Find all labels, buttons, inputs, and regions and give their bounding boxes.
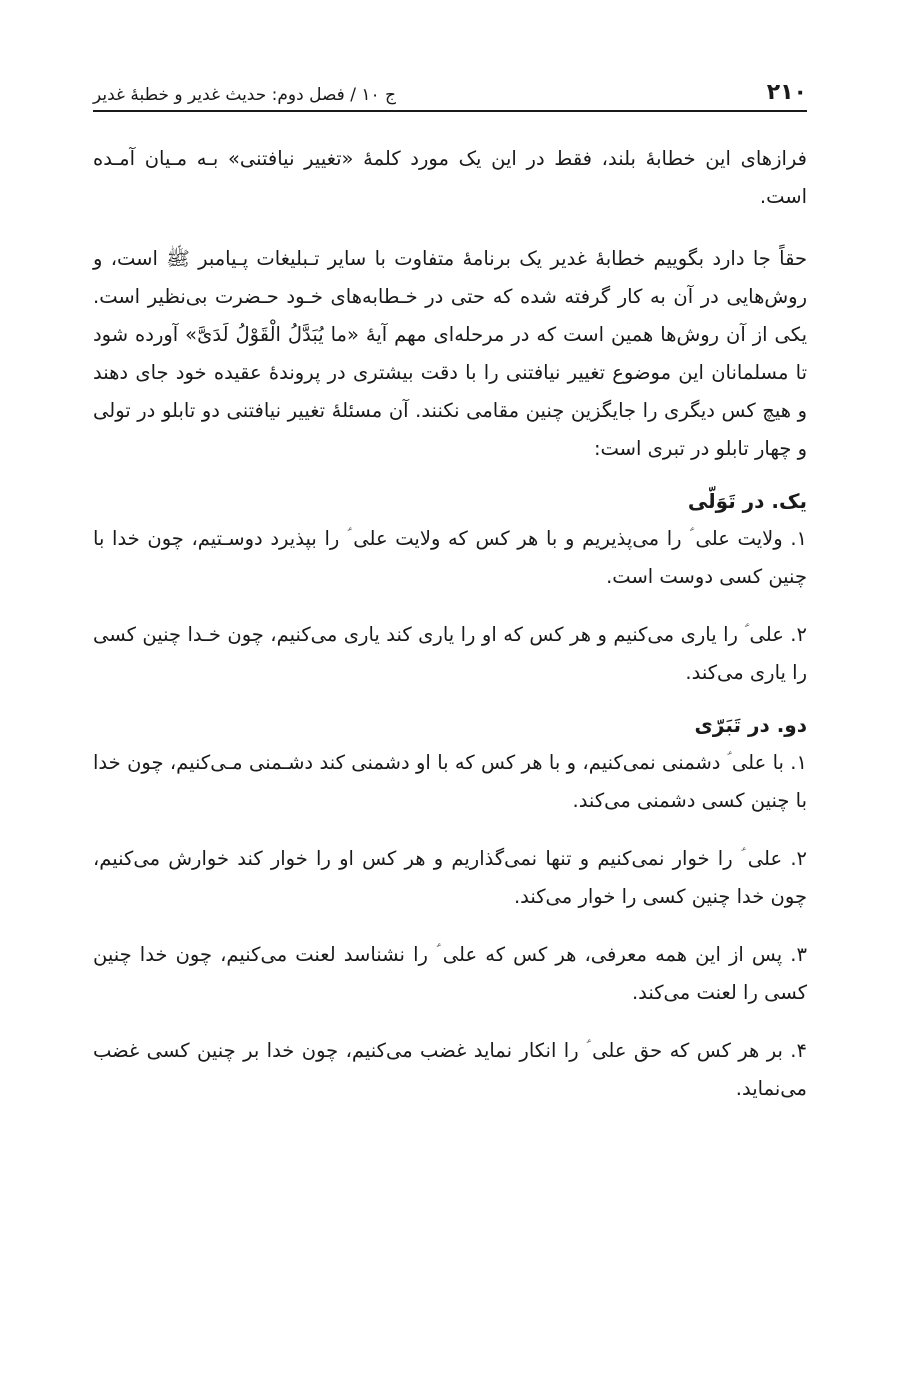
tabarri-item-2: ۲. علی ؑ را خوار نمی‌کنیم و تنها نمی‌گذاریم و هر کس او را خوار کند خوارش می‌کنیم، چون خدا چنین کسی را خوار می‌کند. (93, 847, 807, 908)
section-tabarri (93, 706, 807, 1108)
main-paragraph: حقاً جا دارد بگوییم خطابهٔ غدیر یک برنامهٔ متفاوت با سایر تـبلیغات پـیامبر ﷺ است، و روش‌هایی در آن به کار گرفته شده که حتی در خـطابه‌های خـود حـضرت بی‌نظیر است. یکی از آن روش‌ها همین است که در مرحله‌ای مهم آیهٔ «ما یُبَدَّلُ الْقَوْلُ لَدَیَّ» آورده شود تا مسلمانان این موضوع تغییر نیافتنی را با دقت بیشتری در پروندهٔ عقیده خود جای دهند و هیچ کس دیگری را جایگزین چنین مقامی نکنند. آن مسئلهٔ تغییر نیافتنی دو تابلو در تولی و چهار تابلو در تبری است: (93, 247, 807, 460)
intro-paragraph: فرازهای این خطابهٔ بلند، فقط در این یک مورد کلمهٔ «تغییر نیافتنی» بـه مـیان آمـده است. (93, 147, 807, 208)
running-title: ج ۱۰ / فصل دوم: حدیث غدیر و خطبهٔ غدیر (93, 85, 397, 105)
tawalli-item-1: ۱. ولایت علی ؑ را می‌پذیریم و با هر کس که ولایت علی ؑ را بپذیرد دوسـتیم، چون خدا با چنین کسی دوست است. (93, 527, 807, 588)
tabarri-item-1: ۱. با علی ؑ دشمنی نمی‌کنیم، و با هر کس که با او دشمنی کند دشـمنی مـی‌کنیم، چون خدا با چنین کسی دشمنی می‌کند. (93, 751, 807, 812)
tabarri-item-4: ۴. بر هر کس که حق علی ؑ را انکار نماید غضب می‌کنیم، چون خدا بر چنین کسی غضب می‌نماید. (93, 1039, 807, 1100)
section-heading-tabarri: دو. در تَبَرّی (694, 713, 807, 737)
page-header (93, 60, 807, 112)
tawalli-item-2: ۲. علی ؑ را یاری می‌کنیم و هر کس که او را یاری کند یاری می‌کنیم، چون خـدا چنین کسی را یاری می‌کند. (93, 623, 807, 684)
section-heading-tawalli: یک. در تَوَلّی (687, 489, 807, 513)
book-page (93, 60, 807, 1108)
section-tawalli (93, 482, 807, 692)
page-number: ۲۱۰ (766, 80, 807, 105)
tabarri-item-3: ۳. پس از این همه معرفی، هر کس که علی ؑ را نشناسد لعنت می‌کنیم، چون خدا چنین کسی را لعنت می‌کند. (93, 943, 807, 1004)
